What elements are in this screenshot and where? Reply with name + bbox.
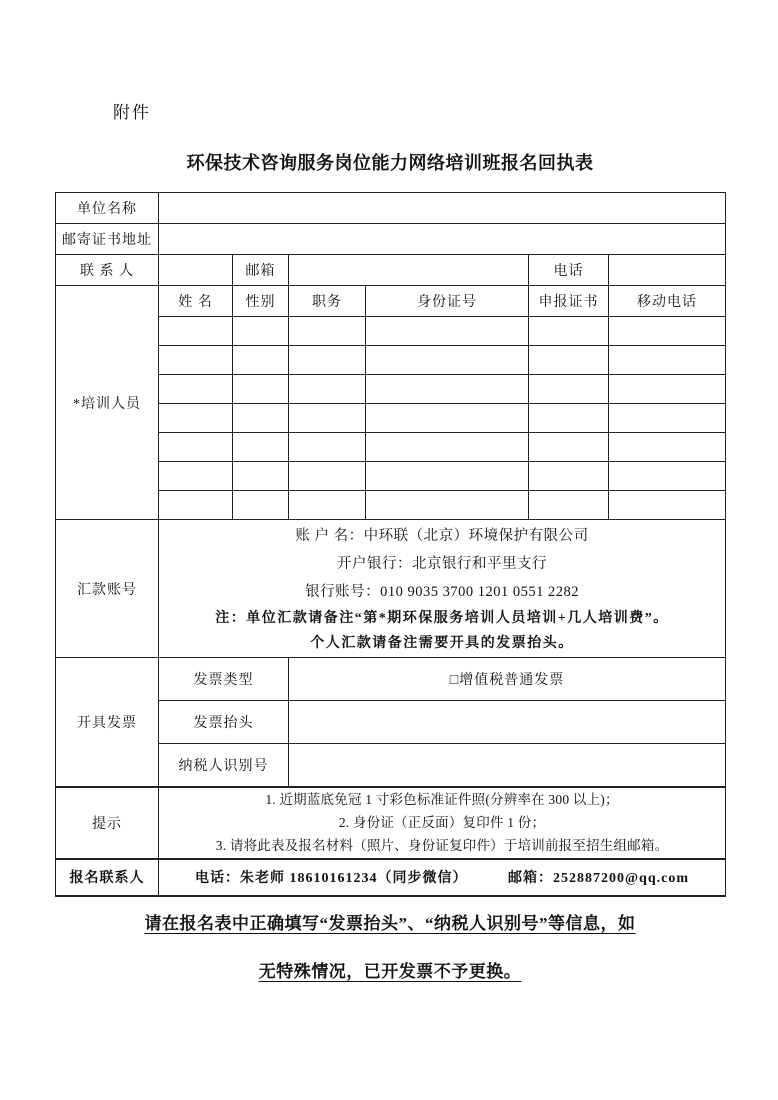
trainee-empty-cell	[366, 346, 529, 375]
contact-name-value	[159, 255, 233, 286]
trainee-col-mobile: 移动电话	[609, 286, 726, 317]
contact-email-value	[289, 255, 529, 286]
invoice-type-row	[56, 658, 726, 701]
trainee-empty-cell	[609, 462, 726, 491]
trainee-empty-cell	[609, 404, 726, 433]
registration-contact-details	[159, 859, 726, 896]
contact-email-label: 邮箱	[233, 255, 289, 286]
invoice-label: 开具发票	[56, 658, 159, 787]
tip-item-1: 1. 近期蓝底免冠 1 寸彩色标准证件照(分辨率在 300 以上)；	[265, 792, 619, 807]
trainee-empty-cell	[289, 462, 366, 491]
mailing-address-label: 邮寄证书地址	[56, 224, 159, 255]
remittance-row	[56, 520, 726, 658]
tips-content	[159, 787, 726, 859]
tips-label: 提示	[56, 787, 159, 859]
trainee-empty-cell	[233, 346, 289, 375]
trainee-empty-cell	[289, 346, 366, 375]
trainee-empty-cell	[233, 317, 289, 346]
tips-row	[56, 787, 726, 859]
trainee-empty-cell	[233, 433, 289, 462]
remittance-account-number: 银行账号：010 9035 3700 1201 0551 2282	[305, 583, 579, 600]
remittance-note-line2: 个人汇款请备注需要开具的发票抬头。	[310, 635, 574, 651]
footer-line-2: 无特殊情况，已开发票不予更换。	[258, 961, 522, 981]
trainee-empty-cell	[159, 404, 233, 433]
trainee-empty-cell	[159, 462, 233, 491]
trainee-empty-cell	[609, 375, 726, 404]
trainee-col-position: 职务	[289, 286, 366, 317]
trainee-empty-cell	[233, 404, 289, 433]
page-title: 环保技术咨询服务岗位能力网络培训班报名回执表	[186, 153, 594, 173]
invoice-title-label: 发票抬头	[159, 701, 289, 744]
trainee-empty-cell	[366, 375, 529, 404]
trainee-empty-cell	[609, 346, 726, 375]
trainee-empty-cell	[529, 462, 609, 491]
trainee-empty-cell	[529, 346, 609, 375]
trainee-empty-cell	[366, 404, 529, 433]
trainee-empty-cell	[529, 404, 609, 433]
remittance-label: 汇款账号	[56, 520, 159, 658]
trainee-empty-cell	[159, 346, 233, 375]
taxpayer-id-label: 纳税人识别号	[159, 744, 289, 787]
trainee-empty-cell	[366, 317, 529, 346]
trainee-col-gender: 性别	[233, 286, 289, 317]
unit-name-label: 单位名称	[56, 193, 159, 224]
trainee-col-name: 姓 名	[159, 286, 233, 317]
trainee-empty-cell	[159, 375, 233, 404]
footer-line-1: 请在报名表中正确填写“发票抬头”、“纳税人识别号”等信息，如	[144, 913, 636, 933]
registration-contact-email: 邮箱：252887200@qq.com	[508, 871, 689, 886]
trainee-empty-cell	[233, 375, 289, 404]
attachment-label: 附件	[113, 103, 151, 122]
registration-form-table	[55, 192, 726, 897]
trainee-header-row	[56, 286, 726, 317]
trainee-empty-cell	[233, 462, 289, 491]
trainee-empty-cell	[289, 375, 366, 404]
remittance-details	[159, 520, 726, 658]
contact-phone-label: 电话	[529, 255, 609, 286]
trainee-empty-cell	[366, 462, 529, 491]
mailing-address-value	[159, 224, 726, 255]
unit-name-value	[159, 193, 726, 224]
trainee-col-certificate: 申报证书	[529, 286, 609, 317]
contact-row	[56, 255, 726, 286]
trainee-empty-cell	[366, 491, 529, 520]
trainee-empty-cell	[366, 433, 529, 462]
trainee-empty-cell	[609, 491, 726, 520]
trainee-empty-cell	[529, 375, 609, 404]
remittance-note-line1: 注：单位汇款请备注“第*期环保服务培训人员培训+几人培训费”。	[215, 610, 669, 626]
trainee-empty-cell	[159, 433, 233, 462]
contact-phone-value	[609, 255, 726, 286]
tip-item-2: 2. 身份证（正反面）复印件 1 份；	[338, 815, 546, 830]
trainee-empty-cell	[289, 317, 366, 346]
trainee-empty-cell	[529, 491, 609, 520]
registration-contact-row	[56, 859, 726, 896]
trainee-empty-cell	[529, 317, 609, 346]
trainees-label: *培训人员	[56, 286, 159, 520]
trainee-empty-cell	[609, 433, 726, 462]
footer-note	[55, 912, 725, 984]
invoice-type-label: 发票类型	[159, 658, 289, 701]
trainee-empty-cell	[529, 433, 609, 462]
remittance-account-name: 账 户 名：中环联（北京）环境保护有限公司	[295, 527, 589, 544]
trainee-empty-cell	[233, 491, 289, 520]
invoice-type-checkbox-option: □增值税普通发票	[289, 658, 726, 701]
document-content	[55, 0, 725, 984]
contact-label: 联 系 人	[56, 255, 159, 286]
unit-name-row	[56, 193, 726, 224]
tip-item-3: 3. 请将此表及报名材料（照片、身份证复印件）于培训前报至招生组邮箱。	[215, 838, 669, 853]
taxpayer-id-value	[289, 744, 726, 787]
trainee-empty-cell	[289, 404, 366, 433]
trainee-col-id-number: 身份证号	[366, 286, 529, 317]
form-table-body	[56, 193, 726, 896]
registration-contact-label: 报名联系人	[56, 859, 159, 896]
trainee-empty-cell	[159, 491, 233, 520]
trainee-empty-cell	[289, 433, 366, 462]
remittance-bank: 开户银行：北京银行和平里支行	[337, 555, 548, 572]
registration-contact-phone: 电话：朱老师 18610161234（同步微信）	[195, 871, 468, 886]
trainee-empty-cell	[289, 491, 366, 520]
mailing-address-row	[56, 224, 726, 255]
invoice-title-value	[289, 701, 726, 744]
trainee-empty-cell	[609, 317, 726, 346]
trainee-empty-cell	[159, 317, 233, 346]
